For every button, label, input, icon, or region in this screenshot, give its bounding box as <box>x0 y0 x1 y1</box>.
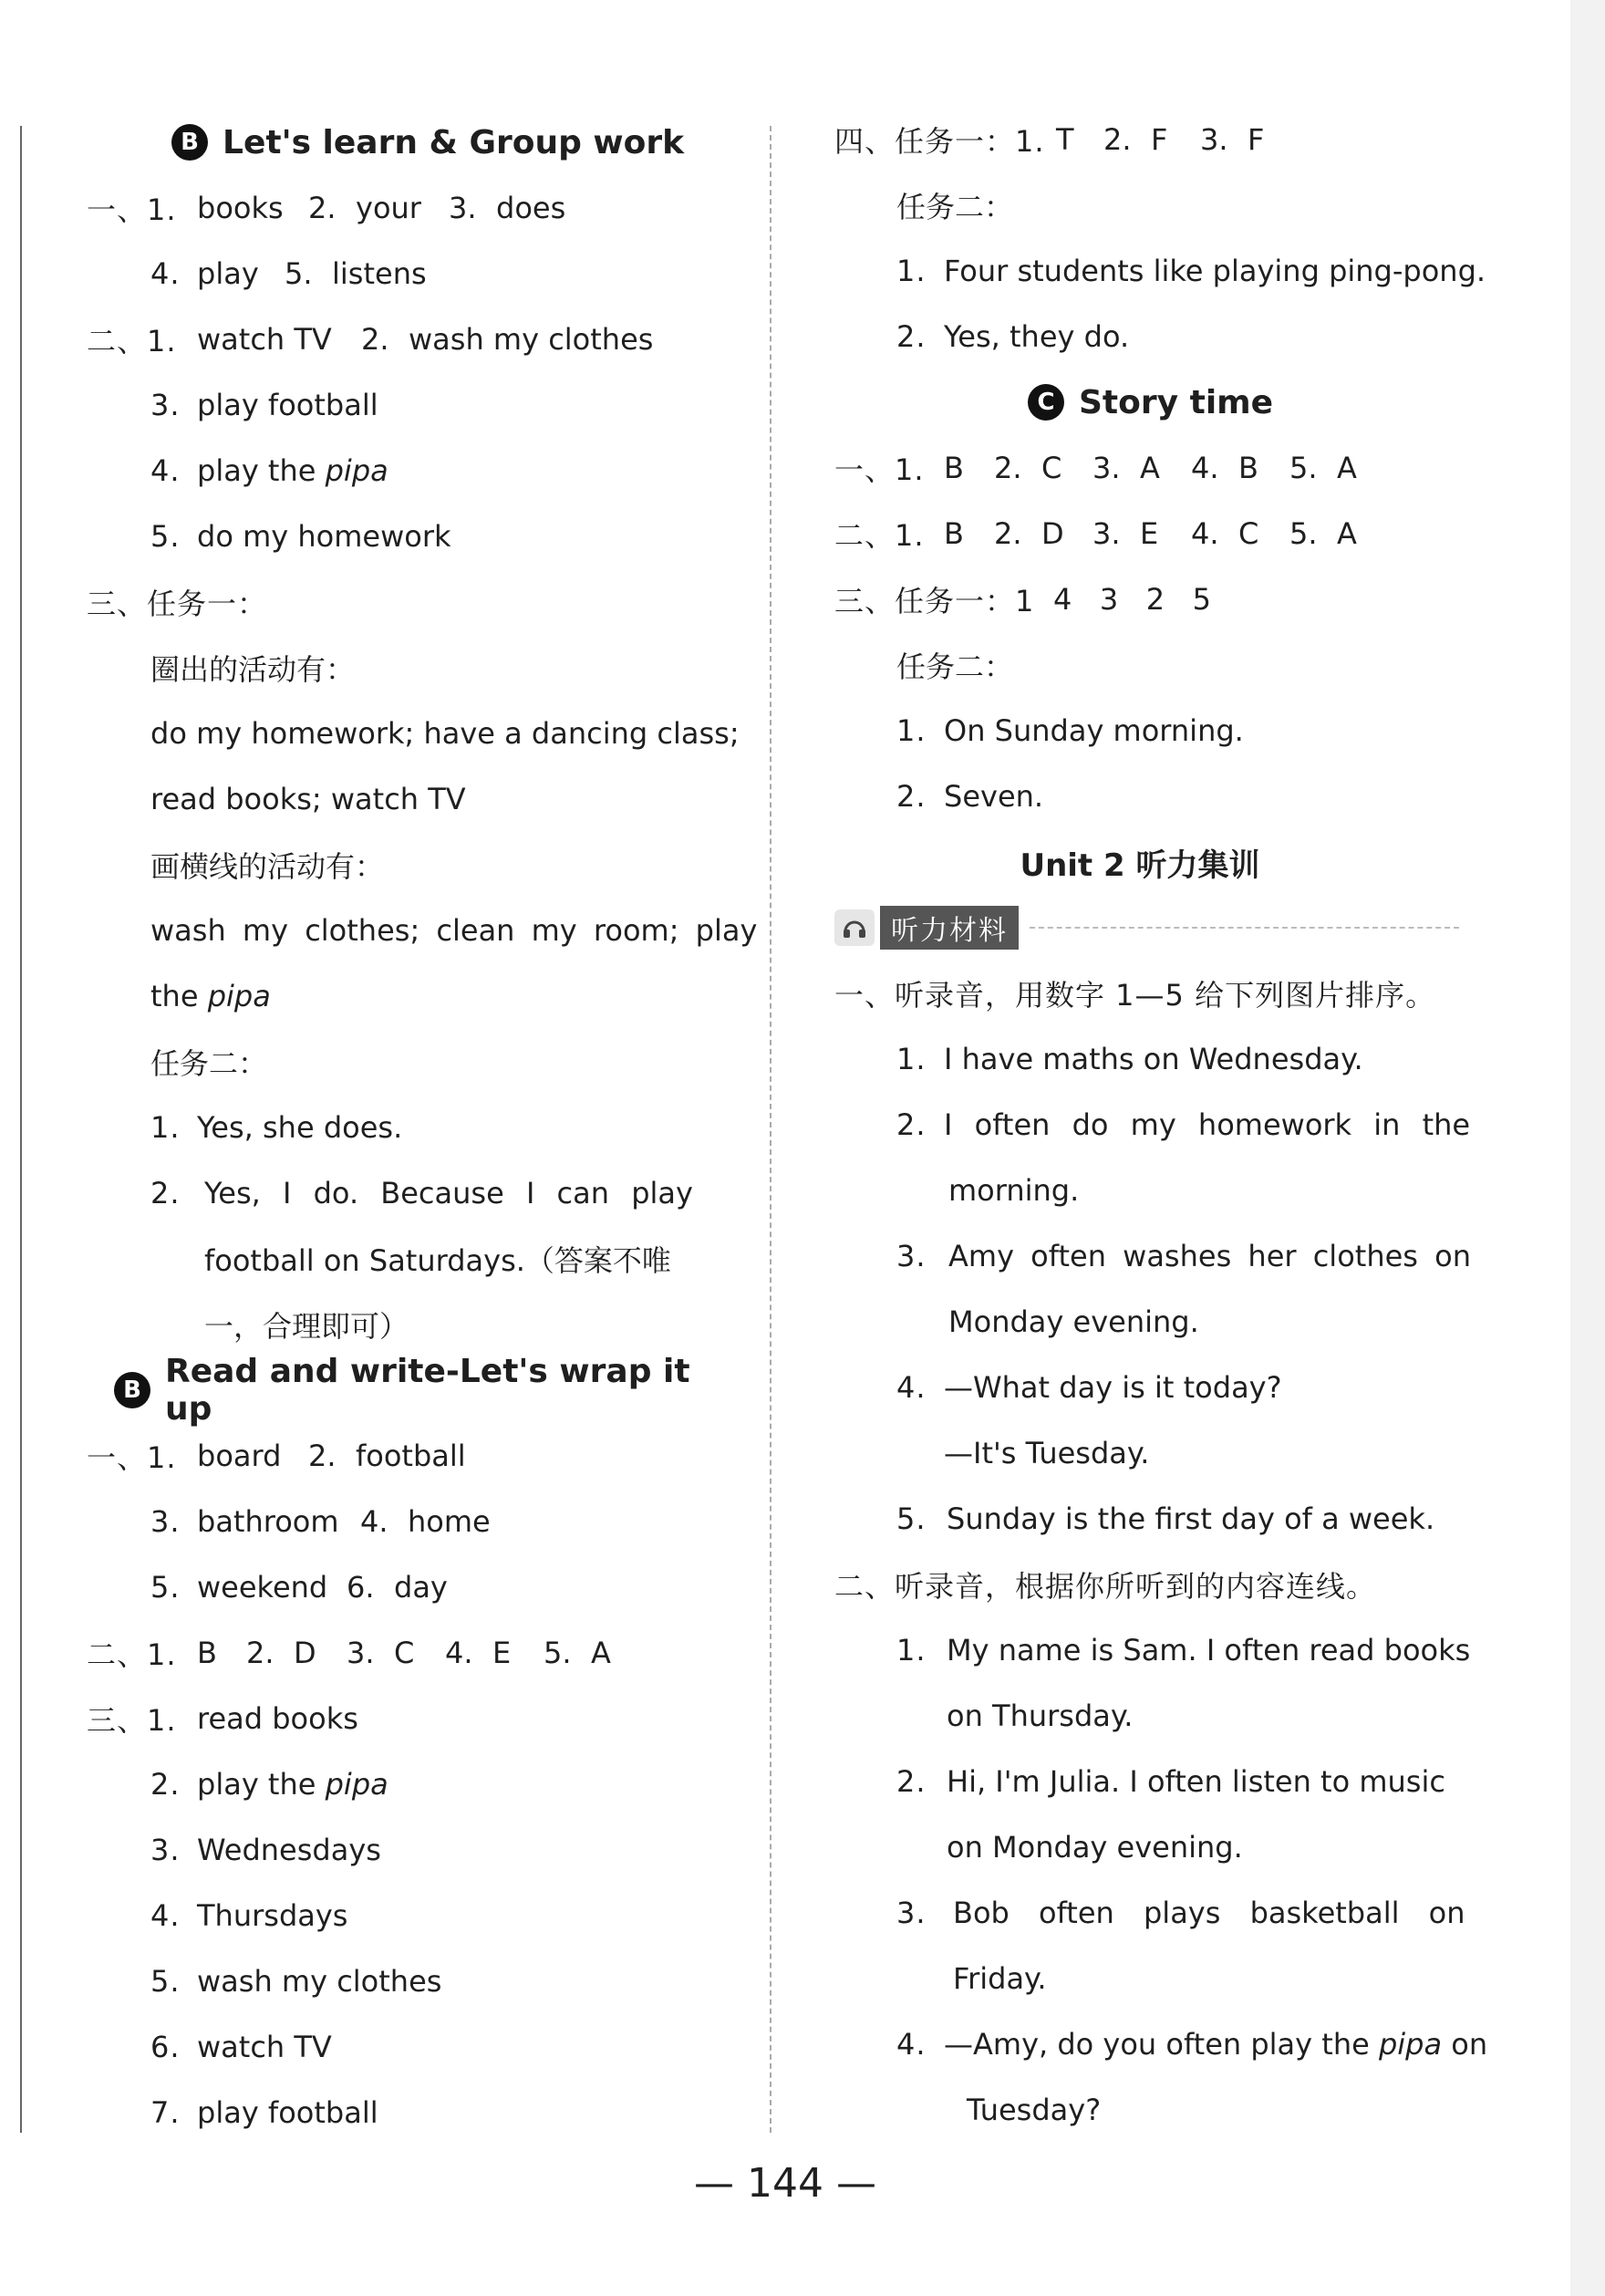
answer-line: 任务二： <box>896 190 1014 224</box>
answer-line: 二、1. B 2. D 3. E 4. C 5. A <box>834 516 1357 553</box>
listening-material-tag <box>775 895 1569 961</box>
answer-line: 2. Hi, I'm Julia. I often listen to music <box>896 1764 1445 1799</box>
section-title: Let's learn & Group work <box>223 123 685 161</box>
answer-line: football on Saturdays.（答案不唯 <box>204 1243 671 1278</box>
answer-line: wash my clothes; clean my room; play <box>150 913 758 948</box>
section-badge-b: B <box>114 1372 150 1408</box>
answer-line: 5. weekend 6. day <box>150 1570 448 1605</box>
answer-line: the pipa <box>150 979 271 1013</box>
answer-line: 5. do my homework <box>150 519 451 554</box>
answer-line: morning. <box>948 1173 1080 1208</box>
answer-line: 二、1. B 2. D 3. C 4. E 5. A <box>87 1636 611 1672</box>
answer-line: 4. —What day is it today? <box>896 1370 1282 1405</box>
answer-line: 3. Amy often washes her clothes on <box>896 1239 1471 1273</box>
right-column <box>775 107 1569 2143</box>
answer-line: 二、1. watch TV 2. wash my clothes <box>87 322 654 358</box>
answer-line: 7. play football <box>150 2095 378 2130</box>
answer-line: 1. Yes, she does. <box>150 1110 403 1145</box>
section-title: Story time <box>1079 383 1274 421</box>
answer-line: 2. Yes, they do. <box>896 319 1130 354</box>
answer-line: 任务二： <box>150 1046 268 1081</box>
answer-line: on Thursday. <box>947 1699 1134 1733</box>
answer-line: Monday evening. <box>948 1304 1199 1339</box>
headphones-icon <box>834 909 875 946</box>
answer-line: 4. play 5. listens <box>150 256 427 291</box>
answer-line: 4. —Amy, do you often play the pipa on <box>896 2027 1488 2062</box>
answer-line: 1. On Sunday morning. <box>896 713 1244 748</box>
answer-line: 2. Seven. <box>896 779 1044 814</box>
answer-line: 1. I have maths on Wednesday. <box>896 1042 1363 1076</box>
answer-line: 1. My name is Sam. I often read books <box>896 1633 1471 1667</box>
column-divider <box>770 126 771 2133</box>
answer-line: 一、听录音，用数字 1—5 给下列图片排序。 <box>834 978 1436 1013</box>
answer-line: 4. Thursdays <box>150 1898 348 1933</box>
answer-line: 6. watch TV <box>150 2030 332 2064</box>
answer-line: 一，合理即可） <box>204 1309 409 1344</box>
answer-line: on Monday evening. <box>947 1830 1243 1865</box>
answer-line: Friday. <box>953 1961 1047 1996</box>
answer-line: 一、1. books 2. your 3. does <box>87 191 566 227</box>
answer-line: 圈出的活动有： <box>150 652 356 687</box>
answer-line: read books; watch TV <box>150 782 466 816</box>
answer-line: 2. play the pipa <box>150 1767 388 1802</box>
answer-line: 5. Sunday is the first day of a week. <box>896 1501 1435 1536</box>
answer-line: 4. play the pipa <box>150 453 388 488</box>
answer-line: 三、1. read books <box>87 1701 358 1738</box>
answer-line: 三、任务一：1 4 3 2 5 <box>834 582 1211 618</box>
section-heading <box>775 369 1569 435</box>
section-title: Read and write-Let's wrap it up <box>164 1353 690 1428</box>
answer-line: 画横线的活动有： <box>150 849 385 884</box>
section-badge-c: C <box>1028 384 1064 421</box>
answer-line: 3. bathroom 4. home <box>150 1504 491 1539</box>
section-heading <box>0 1353 748 1428</box>
answer-line: —It's Tuesday. <box>944 1436 1150 1470</box>
answer-line: do my homework; have a dancing class; <box>150 716 740 751</box>
answer-line: 三、任务一： <box>87 587 268 621</box>
answer-line: 一、1. board 2. football <box>87 1439 466 1475</box>
dashed-rule <box>1030 927 1459 929</box>
answer-line: 1. Four students like playing ping-pong. <box>896 254 1486 288</box>
answer-line: 一、1. B 2. C 3. A 4. B 5. A <box>834 451 1357 487</box>
answer-line: 3. Bob often plays basketball on <box>896 1896 1465 1930</box>
answer-line: Tuesday? <box>967 2093 1102 2127</box>
section-badge-b: B <box>171 124 208 161</box>
unit-title: Unit 2 听力集训 <box>1020 847 1260 884</box>
page-number: — 144 — <box>694 2160 876 2207</box>
answer-line: 二、听录音，根据你所听到的内容连线。 <box>834 1569 1377 1604</box>
answer-line: 3. play football <box>150 388 378 422</box>
answer-line: 2. Yes, I do. Because I can play <box>150 1176 693 1210</box>
answer-line: 2. I often do my homework in the <box>896 1107 1471 1142</box>
tag-label: 听力材料 <box>880 906 1019 950</box>
answer-line: 四、任务一：1. T 2. F 3. F <box>834 122 1265 159</box>
answer-line: 5. wash my clothes <box>150 1964 442 1999</box>
answer-line: 任务二： <box>896 649 1014 684</box>
right-page-edge <box>1570 0 1605 2296</box>
answer-line: 3. Wednesdays <box>150 1833 381 1867</box>
section-heading <box>0 109 748 175</box>
left-column <box>0 109 758 2145</box>
